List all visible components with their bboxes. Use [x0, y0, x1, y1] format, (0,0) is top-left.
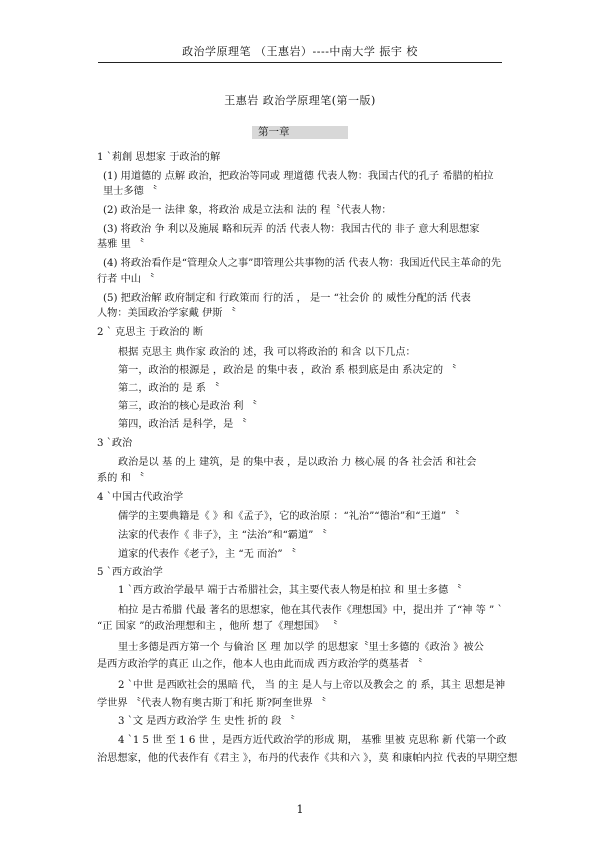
body-line: 道家的代表作《老子》，主 “无 而治” 〝: [118, 549, 297, 560]
header-rule: [98, 62, 502, 63]
body-line: 根据 克思主 典作家 政治的 述，我 可以将政治的 和含 以下几点：: [118, 347, 416, 358]
body-line: 系的 和 〝: [97, 473, 145, 484]
body-line: 4 `中国古代政治学: [97, 492, 184, 503]
body-line: 柏拉 是古希腊 代最 著名的思想家，他在其代表作《理想国》中，提出并 了“神 等 ” `: [118, 605, 503, 616]
body-line: “正 国家 ”的政治理想和主 ，他所 想了《理想国》 〝: [97, 621, 338, 632]
body-line: 2 `中世 是西欧社会的黑暗 代， 当 的主 是人与上帝以及教会之 的 系，其主 思想是神: [118, 680, 506, 691]
body-line: (2) 政治是一 法律 象，将政治 成是立法和 法的 程〝代表人物：: [103, 205, 392, 216]
body-line: 人物：美国政治学家戴 伊斯 〝: [97, 308, 236, 319]
body-line: 行者 中山 〝: [97, 274, 155, 285]
chapter-heading-label: 第一章: [258, 126, 290, 138]
body-line: 1 `莉創 思想家 于政治的解: [97, 152, 221, 163]
body-line: 里士多德是西方第一个 与倫治 区 理 加以学 的思想家〝里士多德的《政治 》被公: [118, 642, 484, 653]
body-line: 第二，政治的 是 系 〝: [118, 383, 220, 394]
body-line: 儒学的主要典籍是《 》和《孟子》，它的政治原 ：“礼治”“德治”和“王道” 〝: [118, 511, 460, 522]
body-line: 3 `文 是西方政治学 生 史性 折的 段 〝: [118, 716, 295, 727]
body-line: 里士多德 〝: [103, 186, 158, 197]
body-line: 法家的代表作《 非子》，主 “法治”和“霸道” 〝: [118, 530, 327, 541]
body-line: 第一，政治的根源是 ，政治是 的集中表 ，政治 系 根到底是由 系决定的 〝: [118, 365, 457, 376]
body-line: 基雅 里 〝: [97, 239, 145, 250]
body-line: 3 `政治: [97, 438, 133, 449]
body-line: 学世界 〝代表人物有奥古斯丁和托 斯?阿奎世界 〝: [97, 698, 327, 709]
body-line: (1) 用道德的 点解 政治，把政治等同或 理道德 代表人物：我国古代的孔子 希腊的柏拉: [103, 171, 494, 182]
body-line: 4 `1 5 世 至 1 6 世 ，是西方近代政治学的形成 期， 基雅 里被 克思称 新 代第一个政: [118, 735, 507, 746]
body-line: 5 `西方政治学: [97, 567, 163, 578]
body-line: (3) 将政治 争 利以及施展 略和玩弄 的活 代表人物：我国古代的 非子 意大利思想家: [103, 224, 480, 235]
body-line: 2 ` 克思主 于政治的 断: [97, 327, 204, 338]
body-line: 第三，政治的核心是政治 利 〝: [118, 401, 257, 412]
body-line: 1 `西方政治学最早 端于古希腊社会，其主要代表人物是柏拉 和 里士多德 〝: [118, 585, 462, 596]
body-line: 政治是以 基 的上 建筑，是 的集中表 ，是以政治 力 核心展 的各 社会活 和社会: [118, 457, 477, 468]
body-line: 第四，政治活 是科学，是 〝: [118, 419, 247, 430]
body-line: 是西方政治学的真正 山之作，他本人也由此而成 西方政治学的奠基者 〝: [97, 659, 423, 670]
body-line: (5) 把政治解 政府制定和 行政策而 行的活 ， 是一 “社会价 的 威性分配的活 代表: [103, 293, 471, 304]
page-number: 1: [296, 803, 304, 816]
document-title: 王惠岩 政治学原理笔(第一版): [224, 94, 376, 107]
running-header: 政治学原理笔 （王惠岩）----中南大学 振宇 校: [182, 45, 418, 58]
chapter-heading: [252, 126, 348, 139]
body-line: 治思想家，他的代表作有《君主 》，布丹的代表作《共和六 》，莫 和康帕内拉 代表的早期空想: [97, 753, 518, 764]
body-line: (4) 将政治看作是“管理众人之事”即管理公共事物的活 代表人物：我国近代民主革命的先: [103, 258, 502, 269]
